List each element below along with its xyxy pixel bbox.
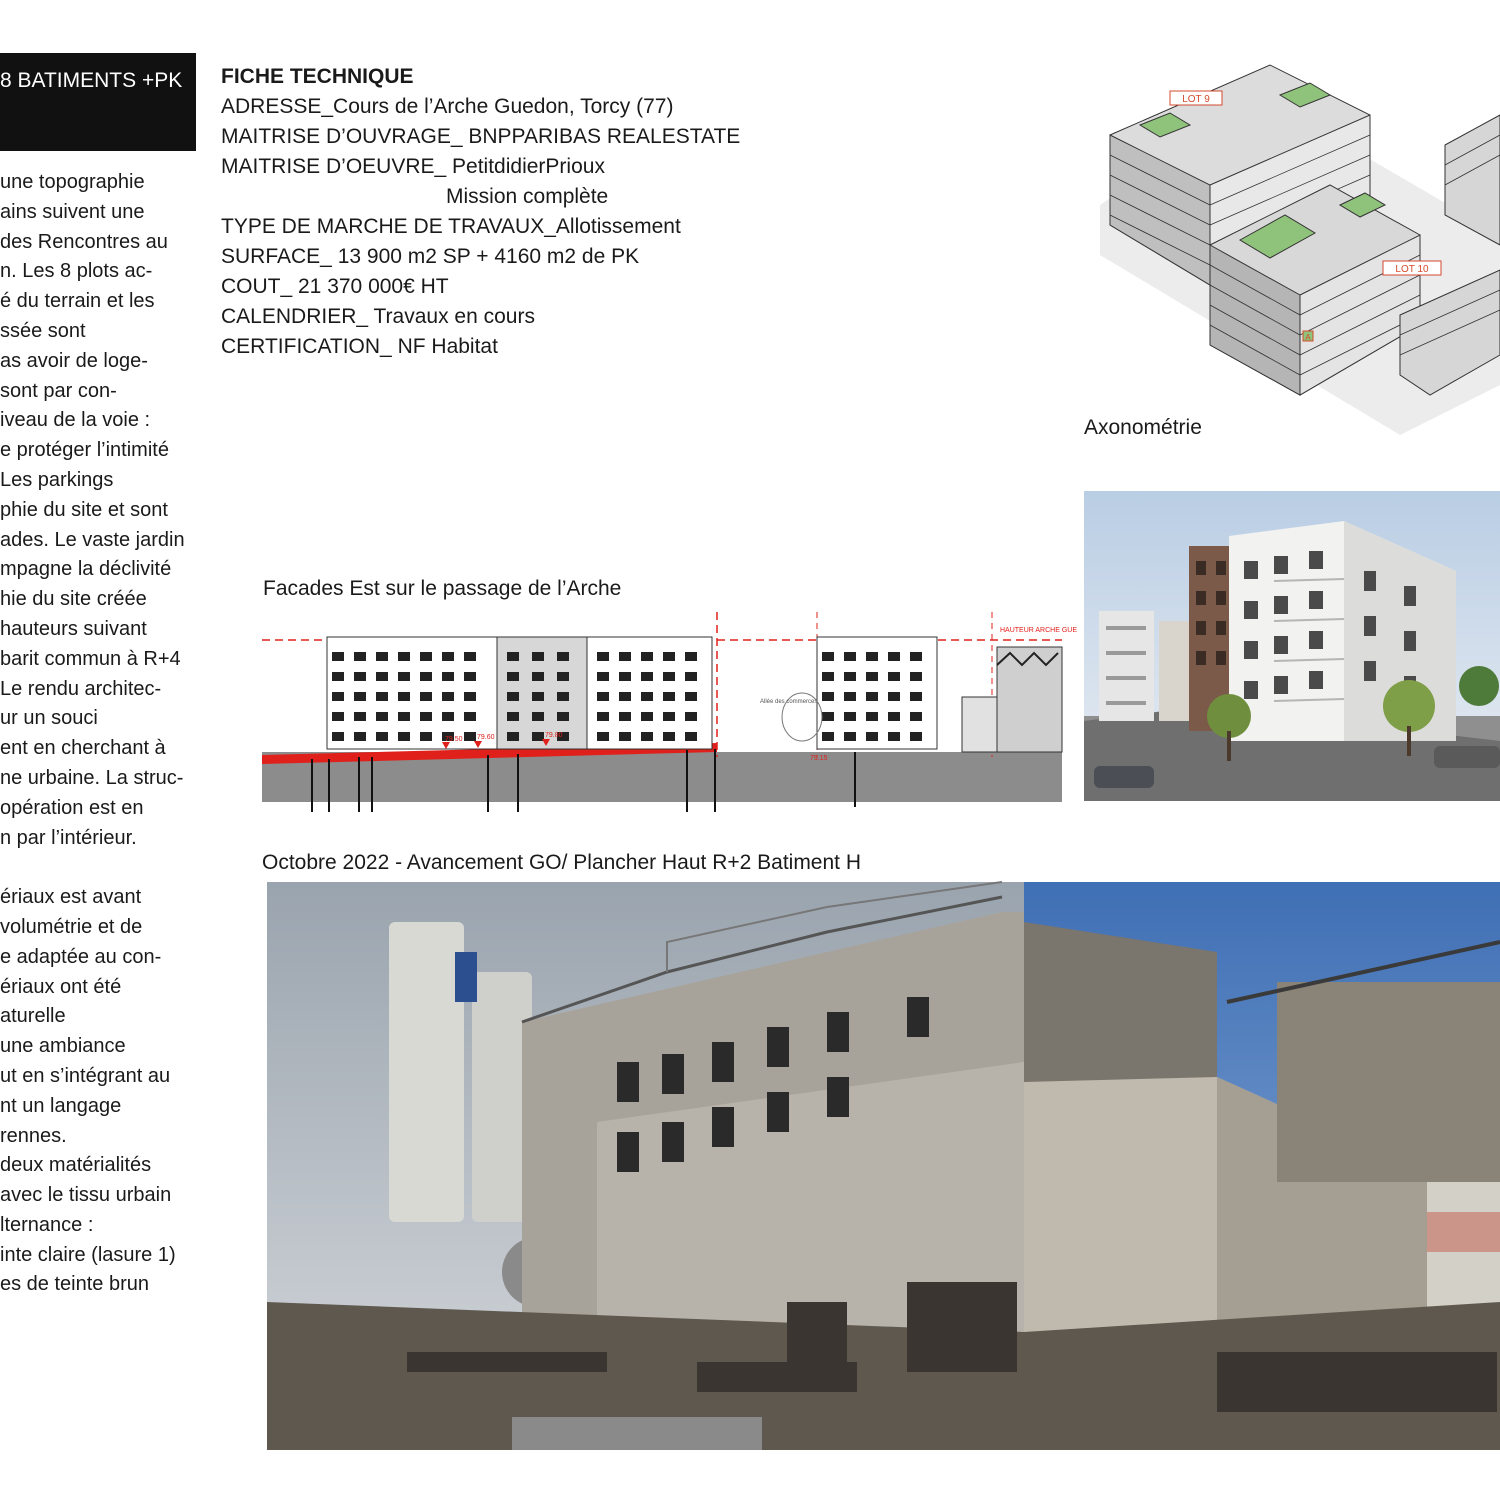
intro-line: barit commun à R+4	[0, 647, 181, 670]
block-a-label: A	[1305, 333, 1311, 342]
fiche-cout: COUT_ 21 370 000€ HT	[221, 275, 449, 298]
facade-window	[663, 712, 675, 721]
intro-line: lternance :	[0, 1213, 94, 1236]
facade-window	[597, 652, 609, 661]
fiche-title: FICHE TECHNIQUE	[221, 65, 414, 88]
intro-line: sont par con-	[0, 379, 117, 402]
intro-line: ériaux ont été	[0, 975, 122, 998]
level-4: 79.15	[810, 755, 828, 762]
intro-line: avec le tissu urbain	[0, 1184, 172, 1207]
fiche-technique	[221, 62, 740, 362]
facade-window	[354, 692, 366, 701]
intro-line: iveau de la voie :	[0, 409, 151, 432]
facade-window	[532, 672, 544, 681]
fiche-mission: Mission complète	[446, 185, 609, 208]
facade-window	[557, 672, 569, 681]
facade-window	[663, 652, 675, 661]
facade-window	[822, 712, 834, 721]
facade-window	[822, 672, 834, 681]
intro-line: ains suivent une	[0, 200, 145, 223]
intro-line: ades. Le vaste jardin	[0, 528, 185, 551]
facade-window	[332, 692, 344, 701]
facade-window	[507, 732, 519, 741]
facade-window	[866, 672, 878, 681]
level-1: 79.50	[445, 736, 463, 743]
facade-window	[376, 712, 388, 721]
facade-window	[507, 652, 519, 661]
title-banner	[0, 53, 196, 151]
lot10-label: LOT 10	[1395, 264, 1429, 275]
facade-window	[420, 652, 432, 661]
intro-line: aturelle	[0, 1005, 66, 1028]
fiche-maitrise-oeuvre: MAITRISE D’OEUVRE_ PetitdidierPrioux	[221, 155, 605, 178]
fiche-maitrise-ouvrage: MAITRISE D’OUVRAGE_ BNPPARIBAS REALESTATE	[221, 125, 741, 148]
facade-window	[888, 692, 900, 701]
facade-window	[464, 732, 476, 741]
facade-window	[663, 732, 675, 741]
facade-window	[910, 712, 922, 721]
facade-elevation	[262, 607, 1078, 835]
facade-window	[910, 732, 922, 741]
construction-site-photo	[267, 882, 1500, 1450]
facade-window	[866, 732, 878, 741]
facade-window	[641, 712, 653, 721]
facade-window	[398, 712, 410, 721]
intro-line: ur un souci	[0, 707, 98, 730]
facade-window	[685, 712, 697, 721]
facade-window	[420, 692, 432, 701]
facade-window	[619, 672, 631, 681]
facade-window	[354, 672, 366, 681]
intro-line: e protéger l’intimité	[0, 439, 169, 462]
facade-window	[822, 652, 834, 661]
site-photo-caption: Octobre 2022 - Avancement GO/ Plancher Haut R+2 Batiment H	[262, 851, 862, 874]
intro-line: opération est en	[0, 796, 144, 819]
intro-line: Les parkings	[0, 468, 114, 491]
intro-line: hie du site créée	[0, 588, 147, 611]
intro-line	[0, 853, 208, 883]
facade-window	[597, 712, 609, 721]
facade-window	[464, 692, 476, 701]
facade-window	[376, 732, 388, 741]
lot9-label: LOT 9	[1182, 94, 1210, 105]
hauteur-arche-label: HAUTEUR ARCHE GUE	[1000, 627, 1078, 634]
facade-window	[866, 712, 878, 721]
facade-window	[641, 652, 653, 661]
facade-window	[888, 732, 900, 741]
facade-window	[597, 672, 609, 681]
facade-window	[442, 672, 454, 681]
facade-window	[507, 712, 519, 721]
intro-line: n par l’intérieur.	[0, 826, 137, 849]
architectural-render	[1084, 491, 1500, 801]
facade-window	[376, 672, 388, 681]
intro-line: e adaptée au con-	[0, 945, 162, 968]
intro-line: mpagne la déclivité	[0, 558, 172, 581]
facade-window	[420, 712, 432, 721]
facade-window	[685, 692, 697, 701]
intro-line: une topographie	[0, 171, 145, 193]
facade-window	[464, 672, 476, 681]
facade-window	[420, 672, 432, 681]
facade-window	[844, 692, 856, 701]
facade-window	[663, 672, 675, 681]
intro-line: es de teinte brun	[0, 1273, 149, 1296]
intro-line: as avoir de loge-	[0, 349, 148, 372]
fiche-type-marche: TYPE DE MARCHE DE TRAVAUX_Allotissement	[221, 215, 681, 238]
facade-window	[507, 672, 519, 681]
intro-line: des Rencontres au	[0, 230, 168, 253]
facade-window	[532, 652, 544, 661]
intro-line: é du terrain et les	[0, 290, 155, 313]
facade-window	[822, 732, 834, 741]
facade-window	[332, 732, 344, 741]
facade-window	[597, 692, 609, 701]
facade-window	[619, 652, 631, 661]
facade-window	[910, 652, 922, 661]
facade-window	[641, 692, 653, 701]
facade-window	[663, 692, 675, 701]
facade-window	[619, 692, 631, 701]
facade-window	[844, 672, 856, 681]
intro-text	[0, 168, 208, 1300]
facade-window	[398, 652, 410, 661]
facade-window	[866, 692, 878, 701]
facade-window	[557, 652, 569, 661]
facade-window	[332, 672, 344, 681]
facade-window	[442, 692, 454, 701]
facade-window	[442, 652, 454, 661]
facade-window	[557, 692, 569, 701]
facade-window	[398, 692, 410, 701]
intro-line: hauteurs suivant	[0, 617, 147, 640]
intro-line: ériaux est avant	[0, 886, 142, 909]
axonometry-caption: Axonométrie	[1084, 416, 1202, 439]
facade-window	[888, 652, 900, 661]
facade-window	[398, 732, 410, 741]
intro-line: inte claire (lasure 1)	[0, 1243, 176, 1266]
intro-line: deux matérialités	[0, 1154, 152, 1177]
intro-line: nt un langage	[0, 1094, 122, 1117]
facade-window	[910, 692, 922, 701]
intro-line: phie du site et sont	[0, 498, 168, 521]
facade-window	[354, 652, 366, 661]
intro-line: ssée sont	[0, 319, 86, 342]
facade-window	[464, 712, 476, 721]
facade-window	[597, 732, 609, 741]
intro-line: volumétrie et de	[0, 915, 143, 938]
facade-window	[376, 692, 388, 701]
facade-window	[532, 692, 544, 701]
facade-window	[332, 712, 344, 721]
intro-line: rennes.	[0, 1124, 67, 1147]
facade-window	[398, 672, 410, 681]
facade-window	[888, 712, 900, 721]
intro-line: Le rendu architec-	[0, 677, 162, 700]
facade-window	[442, 712, 454, 721]
level-2: 79.60	[477, 734, 495, 741]
facade-window	[354, 732, 366, 741]
facade-window	[888, 672, 900, 681]
facade-window	[844, 712, 856, 721]
fiche-calendrier: CALENDRIER_ Travaux en cours	[221, 305, 535, 328]
facade-window	[844, 732, 856, 741]
intro-line: ut en s’intégrant au	[0, 1064, 171, 1087]
fiche-adresse: ADRESSE_Cours de l’Arche Guedon, Torcy (77)	[221, 95, 674, 118]
facade-window	[619, 712, 631, 721]
facade-window	[420, 732, 432, 741]
facade-caption: Facades Est sur le passage de l’Arche	[263, 577, 622, 600]
allee-label: Allée des commerces	[760, 699, 818, 705]
facade-window	[866, 652, 878, 661]
facade-window	[532, 712, 544, 721]
facade-window	[376, 652, 388, 661]
facade-window	[844, 652, 856, 661]
facade-window	[507, 692, 519, 701]
facade-window	[910, 672, 922, 681]
banner-title: 8 BATIMENTS +PK	[0, 69, 183, 92]
facade-window	[822, 692, 834, 701]
facade-window	[354, 712, 366, 721]
facade-window	[619, 732, 631, 741]
intro-line: ent en cherchant à	[0, 737, 166, 760]
intro-line: une ambiance	[0, 1035, 126, 1058]
axonometry-drawing	[1100, 55, 1500, 455]
level-3: 79.80	[545, 732, 563, 739]
facade-window	[464, 652, 476, 661]
facade-window	[557, 712, 569, 721]
facade-window	[532, 732, 544, 741]
intro-line: n. Les 8 plots ac-	[0, 260, 153, 283]
facade-window	[685, 672, 697, 681]
facade-window	[641, 732, 653, 741]
facade-window	[332, 652, 344, 661]
fiche-certification: CERTIFICATION_ NF Habitat	[221, 335, 498, 358]
fiche-surface: SURFACE_ 13 900 m2 SP + 4160 m2 de PK	[221, 245, 640, 268]
facade-window	[685, 732, 697, 741]
facade-window	[685, 652, 697, 661]
intro-line: ne urbaine. La struc-	[0, 766, 184, 789]
facade-window	[641, 672, 653, 681]
